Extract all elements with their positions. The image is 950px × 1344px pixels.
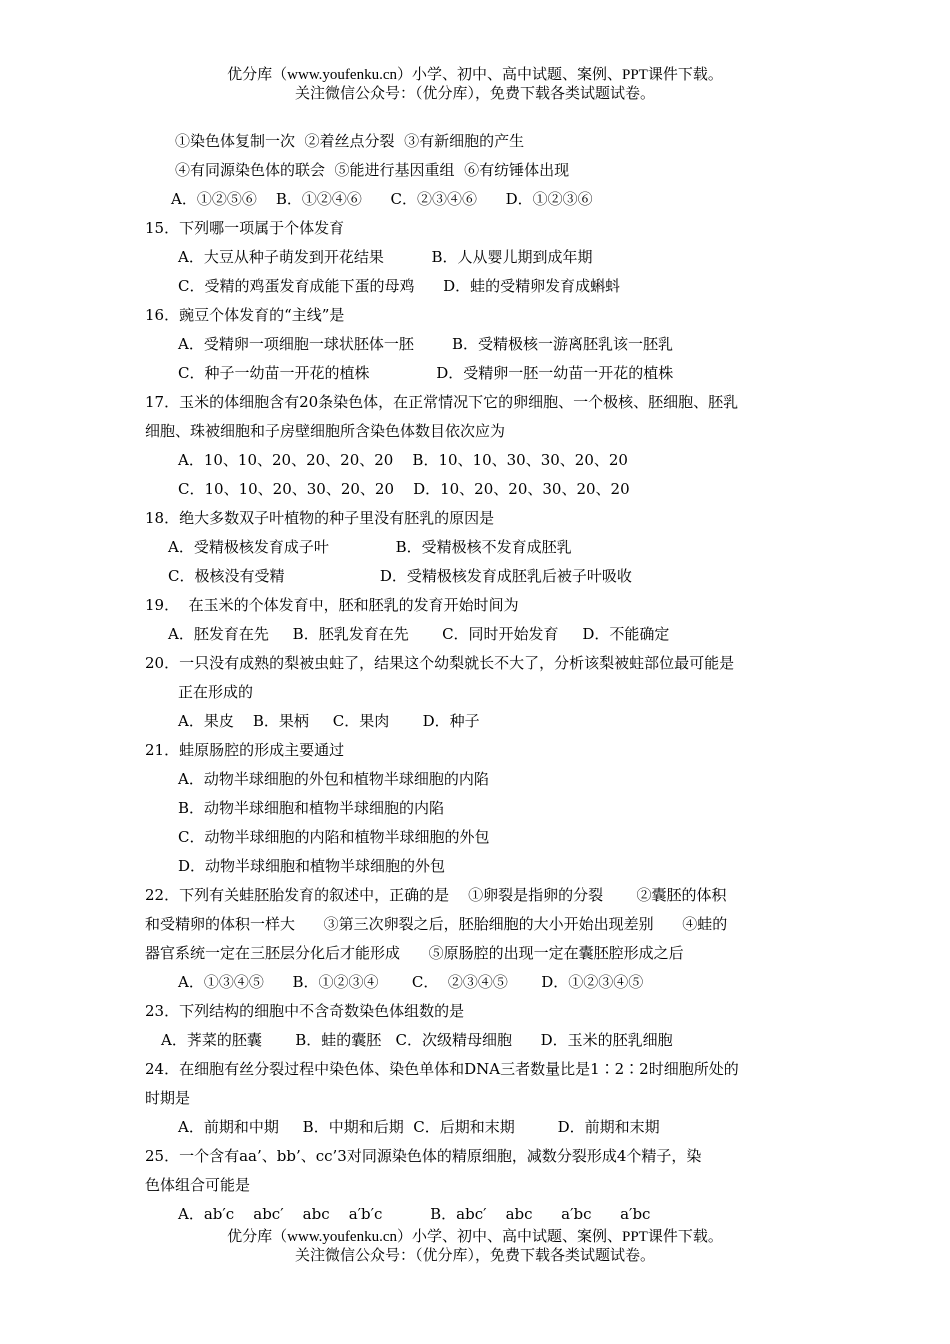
q18-options-cd: C．极核没有受精 D．受精极核发育成胚乳后被子叶吸收 <box>168 567 632 585</box>
q17-stem-1: 17．玉米的体细胞含有20条染色体，在正常情况下它的卵细胞、一个极核、胚细胞、胚乳 <box>145 393 739 411</box>
q25-stem-1: 25．一个含有aa’、bb’、cc’3对同源染色体的精原细胞，减数分裂形成4个精子，染 <box>145 1147 702 1165</box>
q23-options: A．荠菜的胚囊 B．蛙的囊胚 C．次级精母细胞 D．玉米的胚乳细胞 <box>161 1031 673 1049</box>
header-line-2: 关注微信公众号：（优分库），免费下载各类试题试卷。 <box>294 86 655 102</box>
q14-statements-1: ①染色体复制一次 ②着丝点分裂 ③有新细胞的产生 <box>175 132 525 150</box>
q18-stem: 18．绝大多数双子叶植物的种子里没有胚乳的原因是 <box>145 509 495 527</box>
header-line-1: 优分库（www.youfenku.cn）小学、初中、高中试题、案例、PPT课件下载。 <box>227 67 723 83</box>
page-header <box>0 66 950 104</box>
q24-stem-2: 时期是 <box>145 1089 191 1107</box>
q14-statements-2: ④有同源染色体的联会 ⑤能进行基因重组 ⑥有纺锤体出现 <box>175 161 570 179</box>
q17-options-ab: A．10、10、20、20、20、20 B．10、10、30、30、20、20 <box>178 451 628 469</box>
q25-options: A．ab′c abc′ abc a′b′c B．abc′ abc a′bc a′bc <box>178 1205 651 1223</box>
q20-stem-1: 20．一只没有成熟的梨被虫蛀了，结果这个幼梨就长不大了，分析该梨被蛀部位最可能是 <box>145 654 735 672</box>
q22-stem-1: 22．下列有关蛙胚胎发育的叙述中，正确的是 ①卵裂是指卵的分裂 ②囊胚的体积 <box>145 886 727 904</box>
q21-option-d: D．动物半球细胞和植物半球细胞的外包 <box>178 857 446 875</box>
q21-option-c: C．动物半球细胞的内陷和植物半球细胞的外包 <box>178 828 490 846</box>
q18-options-ab: A．受精极核发育成子叶 B．受精极核不发育成胚乳 <box>168 538 572 556</box>
q24-stem-1: 24．在细胞有丝分裂过程中染色体、染色单体和DNA三者数量比是1∶2∶2时细胞所处的 <box>145 1060 739 1078</box>
q15-options-ab: A．大豆从种子萌发到开花结果 B．人从婴儿期到成年期 <box>178 248 593 266</box>
page-footer <box>0 1228 950 1266</box>
q21-stem: 21．蛙原肠腔的形成主要通过 <box>145 741 345 759</box>
q25-stem-2: 色体组合可能是 <box>145 1176 251 1194</box>
q16-stem: 16．豌豆个体发育的“主线”是 <box>145 306 345 324</box>
q16-options-ab: A．受精卵一项细胞一球状胚体一胚 B．受精极核一游离胚乳该一胚乳 <box>178 335 674 353</box>
q17-options-cd: C．10、10、20、30、20、20 D．10、20、20、30、20、20 <box>178 480 630 498</box>
q22-options: A．①③④⑤ B．①②③④ C． ②③④⑤ D．①②③④⑤ <box>178 973 644 991</box>
q23-stem: 23．下列结构的细胞中不含奇数染色体组数的是 <box>145 1002 465 1020</box>
q16-options-cd: C．种子一幼苗一开花的植株 D．受精卵一胚一幼苗一开花的植株 <box>178 364 674 382</box>
q14-options: A．①②⑤⑥ B．①②④⑥ C．②③④⑥ D．①②③⑥ <box>171 190 593 208</box>
q22-stem-2: 和受精卵的体积一样大 ③第三次卵裂之后，胚胎细胞的大小开始出现差别 ④蛙的 <box>145 915 728 933</box>
footer-line-2: 关注微信公众号：（优分库），免费下载各类试题试卷。 <box>294 1248 655 1264</box>
q19-options: A．胚发育在先 B．胚乳发育在先 C．同时开始发育 D．不能确定 <box>168 625 670 643</box>
q20-stem-2: 正在形成的 <box>178 683 254 701</box>
q19-stem: 19． 在玉米的个体发育中，胚和胚乳的发育开始时间为 <box>145 596 519 614</box>
q24-options: A．前期和中期 B．中期和后期 C．后期和末期 D．前期和末期 <box>178 1118 660 1136</box>
footer-line-1: 优分库（www.youfenku.cn）小学、初中、高中试题、案例、PPT课件下载。 <box>227 1229 723 1245</box>
q20-options: A．果皮 B．果柄 C．果肉 D．种子 <box>178 712 480 730</box>
q22-stem-3: 器官系统一定在三胚层分化后才能形成 ⑤原肠腔的出现一定在囊胚腔形成之后 <box>145 944 684 962</box>
q21-option-b: B．动物半球细胞和植物半球细胞的内陷 <box>178 799 445 817</box>
q15-options-cd: C．受精的鸡蛋发育成能下蛋的母鸡 D．蛙的受精卵发育成蝌蚪 <box>178 277 621 295</box>
q21-option-a: A．动物半球细胞的外包和植物半球细胞的内陷 <box>178 770 489 788</box>
q17-stem-2: 细胞、珠被细胞和子房壁细胞所含染色体数目依次应为 <box>145 422 506 440</box>
q15-stem: 15．下列哪一项属于个体发育 <box>145 219 345 237</box>
